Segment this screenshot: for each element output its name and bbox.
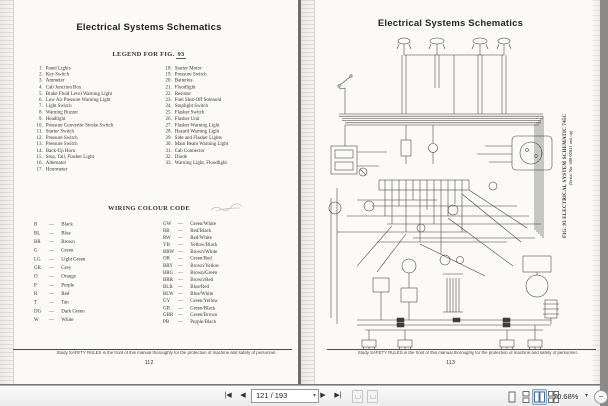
colour-name: Brown/Green (190, 269, 218, 276)
colour-name: Blue (61, 229, 71, 236)
document-page-left (0, 0, 301, 385)
legend-item-label: Pressure Switch (45, 134, 78, 141)
figure-caption (563, 78, 573, 238)
colour-code-row (163, 311, 299, 318)
colour-name: Orange (61, 273, 76, 279)
dash-separator: — (48, 290, 54, 297)
zoom-level-value: 70.68% (553, 392, 579, 401)
legend-item-number: 17. (36, 166, 43, 172)
colour-code: RB (163, 227, 170, 234)
legend-item-number: 30. (165, 140, 172, 147)
colour-name: Green/Brown (190, 311, 218, 318)
page-binding-edge (301, 0, 315, 384)
legend-item-number: 3. (38, 77, 43, 84)
safety-footer: Study SAFETY RULES in the front of this manual thoroughly for the protection of machine and safety of personnel. (56, 351, 277, 356)
colour-code-row (163, 290, 299, 297)
legend-item-label: Stoplight Switch (174, 102, 208, 109)
colour-code: LG (34, 255, 41, 262)
dash-separator: — (48, 247, 54, 253)
colour-code-row (34, 289, 170, 298)
colour-code: G (34, 247, 38, 253)
colour-name: Yellow/Black (190, 241, 218, 248)
colour-code-row (163, 241, 299, 248)
legend-item-number: 33. (165, 159, 172, 166)
zoom-dropdown-icon[interactable]: ▾ (585, 393, 589, 399)
legend-item-number: 6. (38, 96, 43, 103)
legend-item-label: Pressure Switch (45, 140, 78, 147)
dash-separator: — (48, 273, 54, 279)
legend-item-number: 5. (38, 90, 43, 96)
legend-item-label: Pressure Switch (174, 71, 207, 77)
zoom-out-button[interactable]: − (594, 390, 608, 404)
legend-item-label: Cab Junction Box (45, 83, 82, 90)
dash-separator: — (48, 316, 54, 323)
legend-item-number: 28. (165, 128, 172, 134)
colour-code-row (163, 304, 299, 311)
dash-separator: — (177, 234, 183, 241)
dash-separator: — (48, 255, 54, 262)
colour-code: BLR (163, 283, 173, 290)
legend-item-label: Resistor (174, 90, 192, 96)
legend-item-label: Key Switch (45, 71, 70, 77)
colour-name: Green/Red (190, 255, 212, 262)
page-title: Electrical Systems Schematics (377, 18, 524, 29)
colour-name: Dark Green (61, 308, 85, 314)
colour-code-row (163, 297, 299, 304)
floodlight-symbols (397, 38, 511, 49)
figure-caption-serial: (Serial No. 600 02841 and up) (568, 130, 573, 186)
next-page-button[interactable]: ▶ (320, 392, 326, 399)
legend-item-label: Starter Motor (174, 65, 202, 71)
legend-item-number: 11. (36, 128, 43, 134)
legend-item-number: 31. (165, 147, 172, 153)
legend-item-number: 10. (36, 121, 43, 128)
colour-code-row (34, 246, 170, 255)
colour-name: Brown/Red (190, 276, 214, 283)
legend-fig-number: 93 (177, 51, 185, 58)
dash-separator: — (48, 299, 54, 305)
colour-code-row (163, 318, 299, 325)
dash-separator: — (48, 282, 54, 288)
legend-column-left (34, 65, 158, 173)
legend-item-label: Hourmeter (45, 166, 68, 172)
chevron-down-icon[interactable]: ▾ (312, 393, 316, 399)
colour-name: Grey (61, 264, 72, 271)
colour-name: Green/Yellow (190, 297, 218, 304)
legend-item-label: Low Air Pressure Warning Light (45, 96, 111, 103)
colour-name: Green/White (190, 220, 216, 227)
legend-item-number: 19. (165, 71, 172, 77)
colour-name: Brown (61, 238, 75, 245)
colour-code: GBR (163, 311, 174, 318)
dash-separator: — (177, 262, 183, 269)
colour-name: Blue/Red (190, 283, 210, 290)
colour-code-row (34, 272, 170, 281)
colour-code-row (34, 281, 170, 290)
dash-separator: — (177, 297, 183, 304)
footer-rule (327, 349, 596, 350)
legend-column-right (163, 65, 287, 166)
colour-code-row (163, 283, 299, 290)
colour-code: BRY (163, 262, 173, 269)
legend-item-label: Alternator (45, 159, 67, 166)
colour-name: White (61, 316, 74, 323)
colour-code: GW (163, 220, 172, 227)
colour-code: DG (34, 308, 42, 314)
colour-code-row (163, 269, 299, 276)
dash-separator: — (177, 276, 183, 283)
dash-separator: — (48, 264, 54, 271)
legend-item-number: 24. (165, 102, 172, 109)
safety-footer: Study SAFETY RULES in the front of this manual thoroughly for the protection of machine and safety of personnel. (357, 351, 578, 356)
colour-name: Purple (61, 282, 75, 288)
colour-code-row (34, 255, 170, 264)
dash-separator: — (48, 229, 54, 236)
colour-name: Brown/White (190, 248, 218, 255)
dash-separator: — (177, 255, 183, 262)
colour-name: Light Green (61, 255, 86, 262)
colour-name: Blue/White (190, 290, 214, 297)
legend-item-label: Fuel Shut-Off Solenoid (174, 96, 222, 103)
colour-code: O (34, 273, 38, 279)
legend-item-label: Flasher Warning Light (174, 121, 220, 128)
legend-item-number: 26. (165, 115, 172, 122)
colour-code-row (34, 220, 170, 229)
page-number-input[interactable] (251, 389, 319, 403)
legend-item-number: 13. (36, 140, 43, 147)
document-page-right (301, 0, 600, 385)
continuous-view-icon[interactable] (518, 389, 533, 405)
page-number: 113 (446, 360, 455, 366)
colour-code-row (163, 227, 299, 234)
page-outer-edge (592, 0, 600, 384)
dash-separator: — (177, 248, 183, 255)
legend-item-number: 12. (36, 134, 43, 141)
dash-separator: — (177, 269, 183, 276)
colour-name: Red/White (190, 234, 212, 241)
colour-code-row (163, 276, 299, 283)
legend-item-number: 22. (165, 90, 172, 96)
legend-item-number: 32. (165, 153, 172, 160)
dash-separator: — (48, 238, 54, 245)
colour-code: BRW (163, 248, 175, 255)
legend-item-number: 18. (165, 65, 172, 71)
colour-name: Brown/Yellow (190, 262, 220, 269)
legend-item-number: 16. (36, 159, 43, 166)
legend-item-label: Hazard Warning Light (174, 128, 220, 134)
dash-separator: — (177, 220, 183, 227)
dash-separator: — (177, 318, 183, 325)
colour-name: Green (61, 247, 74, 253)
dash-separator: — (177, 304, 183, 311)
colour-code: BRR (163, 276, 173, 283)
colour-code-row (163, 220, 299, 227)
colour-code: OR (163, 255, 170, 262)
footer-rule (13, 349, 292, 350)
previous-page-button[interactable]: ◀ (240, 392, 246, 399)
legend-item-label: Floodlight (174, 83, 196, 90)
colour-code: P (34, 282, 37, 288)
colour-code: RW (163, 234, 171, 241)
legend-item-number: 25. (165, 109, 172, 115)
colour-code: R (34, 290, 38, 297)
dash-separator: — (48, 221, 54, 227)
first-page-button[interactable]: |◀ (224, 392, 232, 399)
dash-separator: — (177, 227, 183, 234)
dash-separator: — (177, 283, 183, 290)
legend-item-number: 27. (165, 121, 172, 128)
next-view-icon[interactable] (367, 390, 378, 403)
legend-item-number: 14. (36, 147, 43, 153)
legend-item-label: Brake Fluid Level Warning Light (45, 90, 112, 96)
legend-item-number: 1. (38, 65, 43, 71)
colour-code: T (34, 299, 38, 305)
legend-item-number: 2. (38, 71, 43, 77)
colour-code: GY (163, 297, 171, 304)
colour-code-row (34, 307, 170, 316)
page-title: Electrical Systems Schematics (76, 22, 222, 33)
legend-item-number: 7. (38, 102, 43, 109)
colour-code-column-right (163, 220, 299, 325)
legend-item-label: Warning Buzzer (45, 109, 79, 115)
legend-item-label: Ammeter (45, 77, 65, 84)
legend-item-label: Side and Flasher Lights (174, 134, 222, 141)
colour-code-row (34, 315, 170, 324)
legend-item-label: Flasher Unit (174, 115, 200, 122)
colour-name: Red (61, 290, 70, 297)
legend-item-label: Starter Switch (45, 128, 75, 134)
legend-item-label: Cab Connector (174, 147, 205, 153)
legend-item-number: 15. (36, 153, 43, 160)
colour-code: BR (34, 238, 41, 245)
colour-code: BRG (163, 269, 174, 276)
colour-code-row (34, 229, 170, 238)
viewer-bottom-toolbar (0, 385, 604, 406)
legend-item-label: Diode (174, 153, 187, 160)
starter-motor-symbol (526, 275, 548, 297)
legend-item-label: Back-Up Horn (45, 147, 76, 153)
legend-item-label: Flasher Switch (174, 109, 205, 115)
legend-item-number: 4. (38, 83, 43, 90)
colour-name: Red/Black (190, 227, 212, 234)
legend-heading (0, 51, 298, 58)
legend-item-label: Pressure Convertor Stroke Switch (45, 121, 114, 128)
colour-code-row (163, 255, 299, 262)
legend-item-label: Stop, Tail, Flasher Light (45, 153, 94, 160)
colour-code: GB (163, 304, 170, 311)
last-page-button[interactable]: ▶| (334, 392, 342, 399)
legend-item-number: 9. (38, 115, 43, 122)
legend-item (163, 160, 287, 166)
two-page-view-icon[interactable] (532, 389, 547, 405)
dash-separator: — (177, 241, 183, 248)
colour-code-column-left (34, 220, 170, 324)
colour-code: W (34, 316, 39, 323)
colour-code-row (34, 298, 170, 307)
colour-code-row (34, 263, 170, 272)
colour-code-row (34, 237, 170, 246)
legend-item-label: Panel Lights (45, 65, 71, 71)
wiring-schematic (317, 28, 557, 350)
colour-code-row (163, 248, 299, 255)
colour-name: Black (61, 221, 73, 227)
colour-code: GR (34, 264, 41, 271)
page-number-value: 121 / 193 (256, 391, 288, 400)
single-page-view-icon[interactable] (504, 389, 519, 405)
colour-name: Tan (61, 299, 69, 305)
legend-item-number: 20. (165, 77, 172, 84)
colour-code: BL (34, 229, 41, 236)
colour-code-row (163, 262, 299, 269)
legend-item-number: 29. (165, 134, 172, 141)
legend-item-label: Light Switch (45, 102, 72, 109)
dash-separator: — (48, 308, 54, 314)
legend-item (34, 166, 158, 172)
colour-code: YB (163, 241, 170, 248)
legend-item-number: 8. (38, 109, 43, 115)
cab-connector-strip (379, 180, 469, 190)
colour-code: B (34, 221, 38, 227)
dash-separator: — (177, 290, 183, 297)
colour-name: Green/Black (190, 304, 216, 311)
handwritten-mark (210, 203, 244, 213)
wiring-colour-code-heading: WIRING COLOUR CODE (108, 205, 190, 212)
legend-item-number: 21. (165, 83, 172, 90)
colour-code: PB (163, 318, 170, 325)
previous-view-icon[interactable] (352, 390, 363, 403)
legend-item-label: Batteries (174, 77, 193, 84)
legend-item-label: Headlight (45, 115, 66, 122)
dash-separator: — (177, 311, 183, 318)
colour-code-row (163, 234, 299, 241)
legend-heading-text: LEGEND FOR FIG. (112, 51, 175, 58)
colour-code: BLW (163, 290, 174, 297)
colour-name: Purple/Black (190, 318, 217, 325)
legend-item-label: Main Beam Warning Light (174, 140, 229, 147)
page-number: 112 (144, 360, 154, 366)
legend-item-number: 23. (165, 96, 172, 103)
figure-caption-title: FIG. 93 ELECTRICAL SYSTEM SCHEMATIC 745C (563, 113, 568, 238)
legend-item-label: Warning Light, Floodlight (174, 159, 227, 166)
